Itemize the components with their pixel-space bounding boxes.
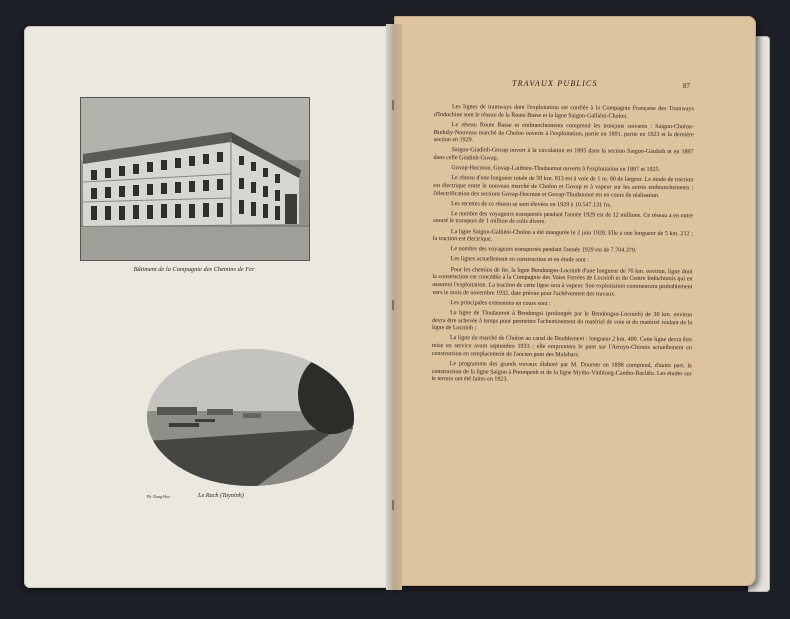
- paragraph: Govap-Hocmon, Govap-Laithieu-Thudaumot ouverts à l'exploitation en 1897 et 1925.: [451, 165, 661, 174]
- paragraph: Les recettes de ce réseau se sont élevées en 1929 à 10.547.131 frs.: [451, 200, 612, 209]
- binding-stitch: [392, 500, 394, 510]
- page-number: 87: [683, 82, 690, 90]
- railway-building-photo: [80, 97, 310, 261]
- paragraph: Les principales extensions en cours sont :: [450, 299, 551, 307]
- paragraph: Le nombre des voyageurs transportés pendant l'année 1929 est de 12 millions. Ce réseau a en outre assuré le transport de 1 million de colis divers.: [432, 210, 694, 226]
- photo-credit: Ph. Dang-Hoa: [147, 494, 170, 499]
- river-photo-caption: Le Rach (Tayninh): [198, 492, 244, 499]
- binding-stitch: [392, 100, 394, 110]
- paragraph: Saigon-Giadinh-Govap ouvert à la circulation en 1895 dans la section Saigon-Giadinh et en 1897 dans celle Giadinh-Govap.: [433, 147, 694, 162]
- river-oval-photo: [147, 349, 354, 486]
- paragraph: Le nombre des voyageurs transportés pendant l'année 1929 est de 7.704.379.: [450, 246, 637, 255]
- paragraph: Pour les chemins de fer, la ligne Bendongso-Locninh d'une longueur de 70 km. environ, ligne dont la construction est concédée à la Compagnie des Voies Ferrées de Locninh et du Centre Indochinois qui en assurera l'exploitation. La traction de cette ligne sera à vapeur. Son exploitation commencera probablement vers le mois de novembre 1932, date prévue pour l'achèvement des travaux.: [432, 266, 693, 298]
- paragraph: La ligne de Thudaumot à Bendongsi (prolongée par le Bendongso-Locninh) de 30 km. environ devra être achevée à temps pour permettre l'acheminement du matériel de voie et du matériel roulant de la ligne de Locninh ;: [432, 310, 693, 332]
- running-head: TRAVAUX PUBLICS: [512, 79, 598, 88]
- paragraph: La ligne du marché de Cholon au canal de Doublement : longueur 2 km. 400. Cette ligne devra être mise en service avant septembre 1933 ; elle empruntera le pont sur l'Arroyo-Chinois actuellement en construction en remplacement de l'ancien pont des Malabars.: [431, 335, 692, 359]
- binding-stitch: [392, 300, 394, 310]
- paragraph: Le réseau Route Basse et embranchements comprend les tronçons suivants : Saigon-Cholon-Binhtây-Nouveau marché de Cholon ouverts à l'exploitation, partie en 1891, partie en 1923 et la dernière section en 1929.: [433, 121, 694, 144]
- body-text: [432, 104, 694, 389]
- paragraph: Le programme des grands travaux élaboré par M. Doumer en 1898 comprend, d'autre part, la construction de la ligne Saigon à Pnompenh et de la ligne Mytho-Vinhlong-Cantho-Bacliêu. Les études sur le terrain ont été faites en 1923.: [431, 361, 692, 383]
- paragraph: Les lignes actuellement en construction et en étude sont :: [450, 256, 589, 264]
- book-spine: [386, 24, 402, 590]
- paragraph: Les lignes de tramways dont l'exploitation est confiée à la Compagnie Française des Tramways d'Indochine sont le réseau de la Route Basse et la ligne Saigon-Galliéni-Cholon.: [433, 104, 694, 120]
- building-photo-caption: Bâtiment de la Compagnie des Chemins de Fer: [133, 266, 255, 273]
- paragraph: La ligne Saigon-Galliéni-Cholon a été inaugurée le 2 juin 1928. Elle a une longueur de 5 km. 212 ; la traction est électrique.: [432, 228, 693, 243]
- paragraph: Le réseau d'une longueur totale de 50 km. 813 est à voie de 1 m. 00 de largeur. Le mode de traction est électrique entre le nouveau marché de Cholon et Govap et à vapeur sur les autres embranchements ; l'électrification des sections Govap-Hocmon et Govap-Thudaumot est en cours de réalisation.: [433, 175, 694, 199]
